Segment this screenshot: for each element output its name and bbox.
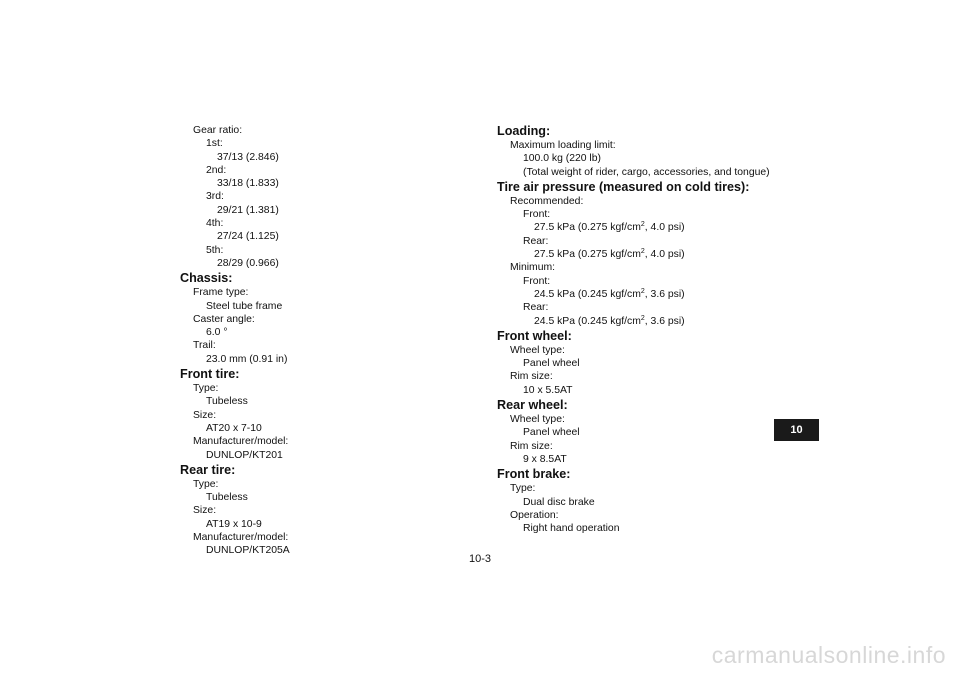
caster-angle-value: 6.0 ° xyxy=(206,327,228,339)
front-brake-operation-value: Right hand operation xyxy=(523,523,620,535)
max-loading-label: Maximum loading limit: xyxy=(510,140,616,151)
recommended-front-value xyxy=(497,221,797,234)
gear-2-label: 2nd: xyxy=(206,164,227,176)
recommended-label: Recommended: xyxy=(510,195,584,207)
superscript: 2 xyxy=(640,248,645,256)
gear-4-value: 27/24 (1.125) xyxy=(217,231,279,243)
minimum-label: Minimum: xyxy=(510,262,556,274)
rear-tire-heading: Rear tire: xyxy=(180,462,236,477)
trail-value: 23.0 mm (0.91 in) xyxy=(206,353,288,365)
rear-tire-type-value: Tubeless xyxy=(206,492,248,504)
gear-ratio-label: Gear ratio: xyxy=(193,125,243,136)
rear-tire-type-label: Type: xyxy=(193,478,219,490)
gear-5-value: 28/29 (0.966) xyxy=(217,257,279,269)
gear-4-label: 4th: xyxy=(206,218,224,230)
frame-type-value: Steel tube frame xyxy=(206,300,283,312)
rear-rim-size-label: Rim size: xyxy=(510,440,553,452)
rear-tire-manufacturer-label: Manufacturer/model: xyxy=(193,532,289,544)
rear-wheel-heading: Rear wheel: xyxy=(497,398,568,413)
front-wheel-heading: Front wheel: xyxy=(497,328,572,343)
max-loading-note: (Total weight of rider, cargo, accessories, and tongue) xyxy=(523,166,770,178)
front-wheel-type-label: Wheel type: xyxy=(510,344,565,356)
front-tire-type-value: Tubeless xyxy=(206,396,248,408)
minimum-front-label: Front: xyxy=(523,275,551,287)
tire-pressure-heading: Tire air pressure (measured on cold tires): xyxy=(497,179,750,194)
minimum-rear-value-text: 24.5 kPa (0.245 kgf/cm xyxy=(534,315,641,327)
front-brake-type-value: Dual disc brake xyxy=(523,496,595,508)
gear-1-value: 37/13 (2.846) xyxy=(217,151,279,163)
superscript: 2 xyxy=(640,221,645,229)
front-brake-operation-label: Operation: xyxy=(510,509,559,521)
front-tire-manufacturer-label: Manufacturer/model: xyxy=(193,436,289,448)
front-tire-manufacturer-value: DUNLOP/KT201 xyxy=(206,449,283,461)
front-brake-heading: Front brake: xyxy=(497,467,571,482)
rear-wheel-type-value: Panel wheel xyxy=(523,427,580,439)
chapter-tab: 10 xyxy=(774,419,819,441)
recommended-rear-label: Rear: xyxy=(523,235,549,247)
watermark: carmanualsonline.info xyxy=(711,642,946,668)
right-column xyxy=(497,124,797,535)
superscript: 2 xyxy=(640,314,645,322)
page-number: 10-3 xyxy=(468,553,492,565)
rear-tire-manufacturer-value: DUNLOP/KT205A xyxy=(206,545,290,557)
minimum-front-value xyxy=(497,288,797,301)
gear-3-value: 29/21 (1.381) xyxy=(217,204,279,216)
minimum-rear-value xyxy=(497,315,797,328)
recommended-front-value-text: 27.5 kPa (0.275 kgf/cm xyxy=(534,222,641,234)
gear-1-label: 1st: xyxy=(206,138,223,150)
front-wheel-type-value: Panel wheel xyxy=(523,358,580,370)
left-column xyxy=(180,124,460,558)
minimum-rear-value-unit: , 3.6 psi) xyxy=(644,315,685,327)
recommended-rear-value-text: 27.5 kPa (0.275 kgf/cm xyxy=(534,249,641,261)
chassis-heading: Chassis: xyxy=(180,271,233,286)
rear-tire-size-value: AT19 x 10-9 xyxy=(206,518,262,530)
front-rim-size-label: Rim size: xyxy=(510,371,553,383)
max-loading-value: 100.0 kg (220 lb) xyxy=(523,153,601,165)
minimum-front-value-unit: , 3.6 psi) xyxy=(644,288,685,300)
front-brake-type-label: Type: xyxy=(510,483,536,495)
front-tire-size-value: AT20 x 7-10 xyxy=(206,422,262,434)
caster-angle-label: Caster angle: xyxy=(193,313,255,325)
rear-wheel-type-label: Wheel type: xyxy=(510,414,565,426)
minimum-rear-label: Rear: xyxy=(523,302,549,314)
rear-tire-size-label: Size: xyxy=(193,505,217,517)
recommended-rear-value xyxy=(497,248,797,261)
front-tire-type-label: Type: xyxy=(193,383,219,395)
trail-label: Trail: xyxy=(193,340,216,352)
rear-rim-size-value: 9 x 8.5AT xyxy=(523,453,567,465)
minimum-front-value-text: 24.5 kPa (0.245 kgf/cm xyxy=(534,288,641,300)
loading-heading: Loading: xyxy=(497,124,551,138)
gear-3-label: 3rd: xyxy=(206,191,224,203)
front-tire-heading: Front tire: xyxy=(180,367,240,382)
superscript: 2 xyxy=(640,287,645,295)
recommended-front-value-unit: , 4.0 psi) xyxy=(644,222,685,234)
front-rim-size-value: 10 x 5.5AT xyxy=(523,384,573,396)
recommended-front-label: Front: xyxy=(523,209,551,221)
frame-type-label: Frame type: xyxy=(193,287,249,299)
gear-5-label: 5th: xyxy=(206,244,224,256)
front-tire-size-label: Size: xyxy=(193,409,217,421)
recommended-rear-value-unit: , 4.0 psi) xyxy=(644,249,685,261)
gear-2-value: 33/18 (1.833) xyxy=(217,178,279,190)
